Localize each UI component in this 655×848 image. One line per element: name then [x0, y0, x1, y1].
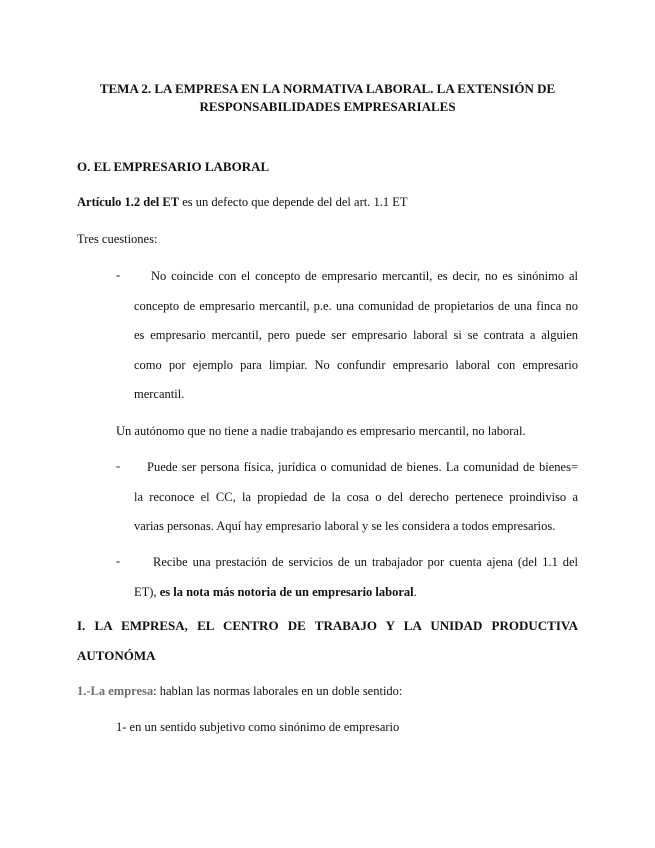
bullet-3: [134, 554, 578, 613]
bullet-1-line: concepto de empresario mercantil, p.e. una comunidad de propietarios de una finca no: [134, 298, 578, 313]
bullet-3-bold: es la nota más notoria de un empresario laboral: [159, 584, 414, 599]
title-line-1: TEMA 2. LA EMPRESA EN LA NORMATIVA LABORAL. LA EXTENSIÓN DE: [99, 81, 556, 96]
article-paragraph: [77, 195, 407, 210]
bullet-2: [134, 459, 578, 548]
bullet-dash: -: [116, 268, 121, 282]
section-heading-line-1: I. LA EMPRESA, EL CENTRO DE TRABAJO Y LA UNIDAD PRODUCTIVA: [77, 618, 578, 633]
bullet-1-line: mercantil.: [134, 387, 185, 401]
document-title: [60, 80, 595, 116]
bullet-3-line-2: [134, 584, 578, 614]
bullet-1: [134, 268, 578, 416]
bullet-1-line: No coincide con el concepto de empresario mercantil, es decir, no es sinónimo al: [151, 269, 578, 283]
bullet-2-line: varias personas. Aquí hay empresario laboral y se les considera a todos empresarios.: [134, 519, 556, 533]
section-heading-line-2: AUTONÓMA: [77, 647, 156, 663]
bullet-3-plain: ET),: [134, 584, 160, 599]
subsection-paragraph: [77, 684, 402, 699]
subsection-text: : hablan las normas laborales en un doble sentido:: [153, 684, 403, 698]
bullet-dash: -: [116, 554, 121, 568]
bullet-1-line: es empresario mercantil, pero puede ser empresario laboral si se contrata a alguien: [134, 328, 578, 342]
subsection-label: 1.-La empresa: [77, 684, 154, 698]
bullet-1-line: como por ejemplo para limpiar. No confundir empresario laboral con empresario: [134, 357, 578, 372]
section-heading-empresa: [77, 618, 578, 664]
bullet-3-line: Recibe una prestación de servicios de un trabajador por cuenta ajena (del 1.1 del: [153, 555, 578, 569]
title-line-2: RESPONSABILIDADES EMPRESARIALES: [199, 99, 456, 114]
bullet-2-line: la reconoce el CC, la propiedad de la cosa o del derecho pertenece proindiviso a: [134, 489, 578, 504]
intro-paragraph: Tres cuestiones:: [77, 232, 158, 246]
bullet-dash: -: [116, 459, 121, 473]
article-reference: Artículo 1.2 del ET: [77, 195, 180, 209]
note-paragraph: Un autónomo que no tiene a nadie trabajando es empresario mercantil, no laboral.: [116, 424, 526, 438]
section-heading-empresario-laboral: O. EL EMPRESARIO LABORAL: [77, 159, 270, 174]
bullet-2-line: Puede ser persona física, jurídica o comunidad de bienes. La comunidad de bienes=: [147, 460, 578, 474]
article-text: es un defecto que depende del del art. 1.1 ET: [179, 195, 408, 209]
list-item: 1- en un sentido subjetivo como sinónimo de empresario: [116, 720, 400, 734]
bullet-3-end: .: [413, 584, 417, 599]
